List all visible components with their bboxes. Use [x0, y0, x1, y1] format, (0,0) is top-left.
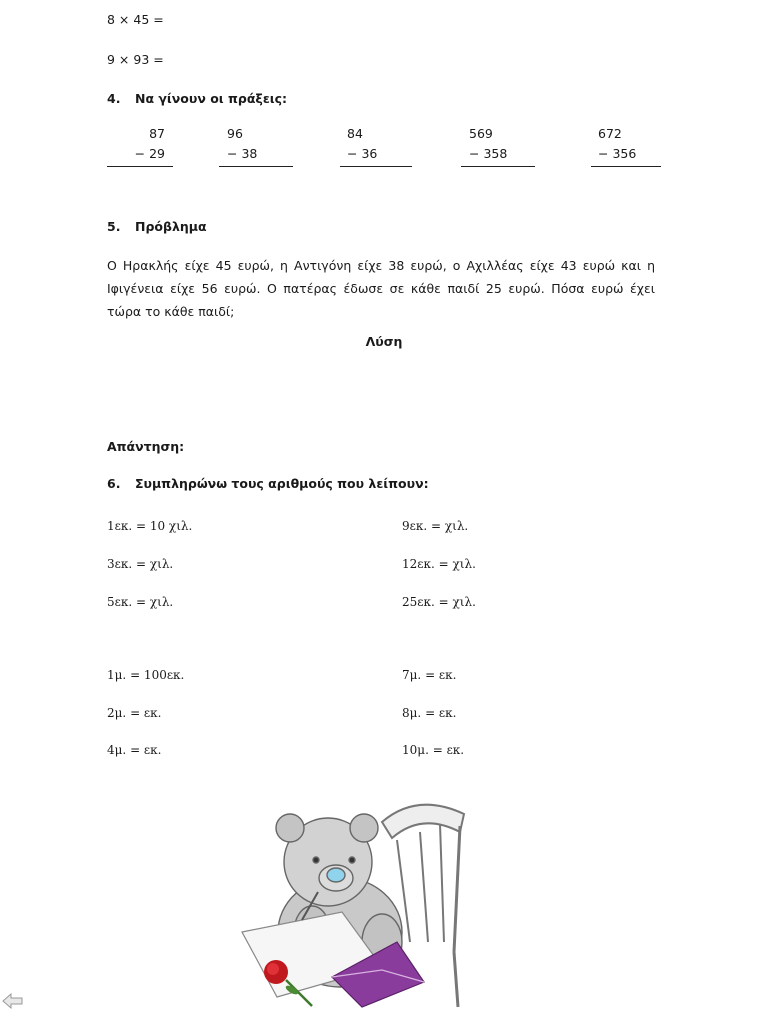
conversion-m-4: 4μ. = εκ. [107, 743, 162, 757]
conversion-cm-5: 5εκ. = χιλ. [107, 595, 174, 609]
solution-label: Λύση [365, 334, 403, 349]
problem-5-line [591, 166, 661, 167]
problem-text: Ο Ηρακλής είχε 45 ευρώ, η Αντιγόνη είχε 38 ευρώ, ο Αχιλλέας είχε 43 ευρώ και η Ιφιγένεια είχε 56 ευρώ. Ο πατέρας έδωσε σε κάθε παιδί 25 ευρώ. Πόσα ευρώ έχει τώρα το κάθε παιδί; [107, 258, 655, 319]
problem-2-bottom: − 38 [227, 146, 258, 161]
problem-1-bottom: − 29 [134, 146, 165, 161]
section-5-number: 5. [107, 219, 121, 234]
conversion-m-10: 10μ. = εκ. [402, 743, 465, 757]
conversion-m-2: 2μ. = εκ. [107, 706, 162, 720]
problem-4-line [461, 166, 535, 167]
section-4-number: 4. [107, 91, 121, 106]
problem-1-top: 87 [149, 126, 165, 141]
problem-4-bottom: − 358 [469, 146, 508, 161]
section-4-title: Να γίνουν οι πράξεις: [135, 91, 288, 106]
problem-3-line [340, 166, 412, 167]
multiplication-2: 9 × 93 = [107, 52, 164, 67]
conversion-m-1: 1μ. = 100εκ. [107, 668, 185, 682]
conversion-m-7: 7μ. = εκ. [402, 668, 457, 682]
conversion-cm-25: 25εκ. = χιλ. [402, 595, 476, 609]
problem-5-bottom: − 356 [598, 146, 637, 161]
multiplication-1: 8 × 45 = [107, 12, 164, 27]
section-6-title: Συμπληρώνω τους αριθμούς που λείπουν: [135, 476, 429, 491]
section-5-title: Πρόβλημα [135, 219, 207, 234]
teddy-bear-illustration [232, 792, 482, 1020]
problem-5-top: 672 [598, 126, 622, 141]
back-arrow-icon[interactable] [2, 993, 24, 1009]
problem-3-top: 84 [347, 126, 363, 141]
conversion-cm-3: 3εκ. = χιλ. [107, 557, 174, 571]
conversion-m-8: 8μ. = εκ. [402, 706, 457, 720]
problem-1-line [107, 166, 173, 167]
section-6-number: 6. [107, 476, 121, 491]
problem-3-bottom: − 36 [347, 146, 378, 161]
conversion-cm-12: 12εκ. = χιλ. [402, 557, 476, 571]
problem-2-line [219, 166, 293, 167]
conversion-cm-9: 9εκ. = χιλ. [402, 519, 469, 533]
problem-4-top: 569 [469, 126, 493, 141]
conversion-cm-1: 1εκ. = 10 χιλ. [107, 519, 193, 533]
problem-2-top: 96 [227, 126, 243, 141]
answer-label: Απάντηση: [107, 439, 185, 454]
